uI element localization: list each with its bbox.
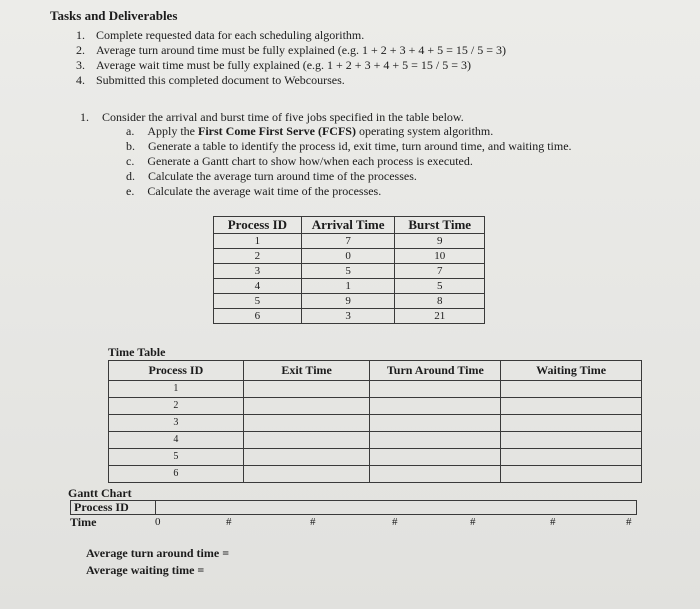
gantt-time-mark: # <box>226 516 232 528</box>
cell-waiting-time[interactable] <box>501 466 642 483</box>
cell-waiting-time[interactable] <box>501 381 642 398</box>
subitem-text: Calculate the average wait time of the processes. <box>147 184 382 198</box>
gantt-time-mark: # <box>470 516 476 528</box>
cell-turn-around-time[interactable] <box>370 398 501 415</box>
table-row <box>214 249 485 264</box>
gantt-process-label: Process ID <box>74 500 129 514</box>
table-row <box>109 398 642 415</box>
deliverable-text: Average turn around time must be fully explained (e.g. 1 + 2 + 3 + 4 + 5 = 15 / 5 = 3) <box>96 43 506 57</box>
cell-process-id: 3 <box>214 264 302 279</box>
header-exit-time: Exit Time <box>243 361 370 381</box>
average-turnaround-time: Average turn around time = <box>86 546 230 560</box>
gantt-time-mark: # <box>626 516 632 528</box>
header-burst-time: Burst Time <box>395 217 485 234</box>
table-row <box>214 234 485 249</box>
cell-waiting-time[interactable] <box>501 432 642 449</box>
deliverable-4 <box>76 73 345 88</box>
cell-exit-time[interactable] <box>243 432 370 449</box>
table-row <box>109 415 642 432</box>
time-table-title: Time Table <box>108 345 166 359</box>
subitem-text: Generate a table to identify the process id, exit time, turn around time, and waiting time. <box>148 139 572 153</box>
cell-waiting-time[interactable] <box>501 415 642 432</box>
cell-turn-around-time[interactable] <box>370 381 501 398</box>
gantt-time-mark: # <box>550 516 556 528</box>
cell-process-id: 6 <box>109 466 244 483</box>
header-turn-around-time: Turn Around Time <box>370 361 501 381</box>
subitem-letter: b. <box>126 139 135 153</box>
cell-exit-time[interactable] <box>243 381 370 398</box>
cell-process-id: 1 <box>214 234 302 249</box>
deliverable-text: Submitted this completed document to Webcourses. <box>96 73 345 87</box>
subitem-a <box>126 124 493 139</box>
gantt-start-time: 0 <box>155 516 161 528</box>
cell-arrival-time: 3 <box>301 309 395 324</box>
table-row <box>109 466 642 483</box>
cell-exit-time[interactable] <box>243 449 370 466</box>
time-table <box>108 360 642 483</box>
question-1 <box>80 110 464 125</box>
subitem-bold-text: First Come First Serve (FCFS) <box>198 124 356 138</box>
deliverable-number: 4. <box>76 73 85 87</box>
table-row <box>214 294 485 309</box>
process-table <box>213 216 485 324</box>
cell-arrival-time: 0 <box>301 249 395 264</box>
cell-exit-time[interactable] <box>243 466 370 483</box>
cell-process-id: 5 <box>109 449 244 466</box>
cell-process-id: 1 <box>109 381 244 398</box>
cell-process-id: 3 <box>109 415 244 432</box>
cell-process-id: 4 <box>214 279 302 294</box>
subitem-letter: d. <box>126 169 135 183</box>
subitem-letter: c. <box>126 154 135 168</box>
header-waiting-time: Waiting Time <box>501 361 642 381</box>
cell-burst-time: 5 <box>395 279 485 294</box>
cell-process-id: 4 <box>109 432 244 449</box>
table-row <box>109 449 642 466</box>
subitem-e <box>126 184 381 199</box>
table-row <box>109 381 642 398</box>
average-waiting-time: Average waiting time = <box>86 563 205 577</box>
deliverable-2 <box>76 43 506 58</box>
subitem-text: Apply the <box>147 124 198 138</box>
subitem-text-end: operating system algorithm. <box>355 124 494 138</box>
deliverable-number: 3. <box>76 58 85 72</box>
deliverable-text: Complete requested data for each scheduling algorithm. <box>96 28 365 42</box>
gantt-time-mark: # <box>310 516 316 528</box>
deliverable-number: 1. <box>76 28 85 42</box>
cell-turn-around-time[interactable] <box>370 466 501 483</box>
cell-process-id: 5 <box>214 294 302 309</box>
cell-burst-time: 8 <box>395 294 485 309</box>
cell-exit-time[interactable] <box>243 415 370 432</box>
question-text: Consider the arrival and burst time of five jobs specified in the table below. <box>102 110 464 124</box>
gantt-divider <box>155 500 156 515</box>
subitem-letter: a. <box>126 124 135 138</box>
cell-process-id: 6 <box>214 309 302 324</box>
deliverable-number: 2. <box>76 43 85 57</box>
subitem-text: Calculate the average turn around time of the processes. <box>148 169 417 183</box>
cell-burst-time: 7 <box>395 264 485 279</box>
table-row <box>109 432 642 449</box>
cell-turn-around-time[interactable] <box>370 432 501 449</box>
cell-burst-time: 9 <box>395 234 485 249</box>
gantt-time-label: Time <box>70 515 97 529</box>
cell-turn-around-time[interactable] <box>370 415 501 432</box>
deliverable-text: Average wait time must be fully explained (e.g. 1 + 2 + 3 + 4 + 5 = 15 / 5 = 3) <box>96 58 471 72</box>
header-process-id: Process ID <box>109 361 244 381</box>
gantt-time-mark: # <box>392 516 398 528</box>
subitem-b <box>126 139 572 154</box>
section-heading: Tasks and Deliverables <box>50 8 178 23</box>
cell-burst-time: 10 <box>395 249 485 264</box>
header-arrival-time: Arrival Time <box>301 217 395 234</box>
cell-exit-time[interactable] <box>243 398 370 415</box>
cell-process-id: 2 <box>214 249 302 264</box>
gantt-chart-title: Gantt Chart <box>68 486 132 500</box>
table-row <box>214 279 485 294</box>
deliverable-1 <box>76 28 364 43</box>
cell-waiting-time[interactable] <box>501 398 642 415</box>
cell-arrival-time: 5 <box>301 264 395 279</box>
subitem-text: Generate a Gantt chart to show how/when each process is executed. <box>147 154 473 168</box>
subitem-letter: e. <box>126 184 135 198</box>
subitem-d <box>126 169 417 184</box>
deliverable-3 <box>76 58 471 73</box>
cell-waiting-time[interactable] <box>501 449 642 466</box>
table-row <box>214 309 485 324</box>
cell-burst-time: 21 <box>395 309 485 324</box>
cell-process-id: 2 <box>109 398 244 415</box>
time-table-header <box>109 361 642 381</box>
process-table-header <box>214 217 485 234</box>
question-number: 1. <box>80 110 89 124</box>
cell-turn-around-time[interactable] <box>370 449 501 466</box>
subitem-c <box>126 154 473 169</box>
cell-arrival-time: 1 <box>301 279 395 294</box>
cell-arrival-time: 7 <box>301 234 395 249</box>
table-row <box>214 264 485 279</box>
header-process-id: Process ID <box>214 217 302 234</box>
cell-arrival-time: 9 <box>301 294 395 309</box>
